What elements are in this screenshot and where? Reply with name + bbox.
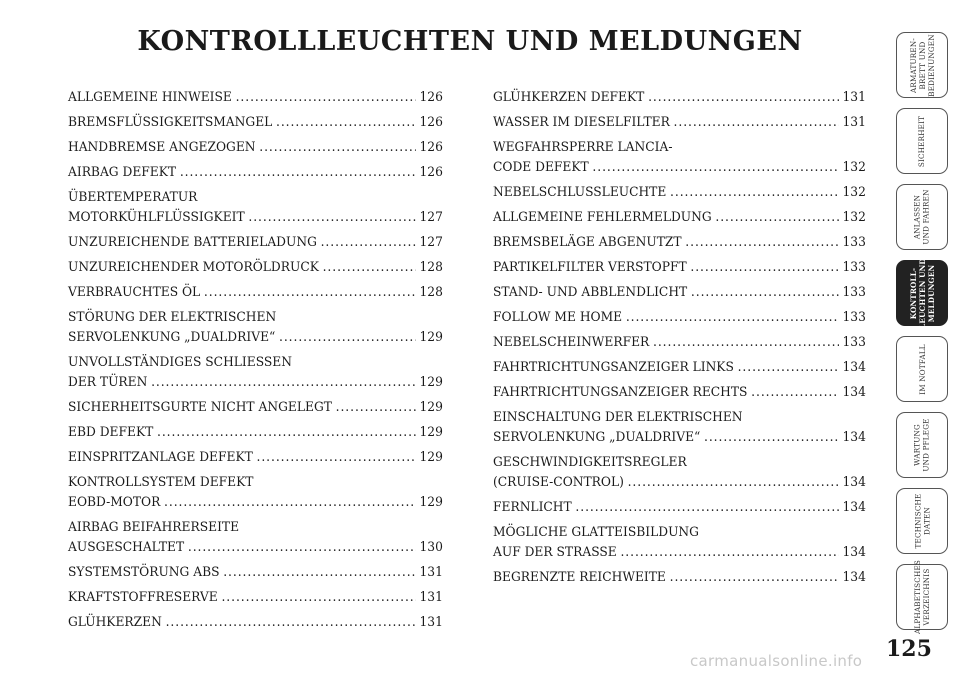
dot-leader (236, 88, 416, 108)
toc-entry[interactable] (493, 183, 866, 203)
section-tab[interactable] (896, 336, 948, 402)
toc-entry[interactable] (68, 113, 443, 133)
toc-entry-text: SICHERHEITSGURTE NICHT ANGELEGT (68, 400, 332, 415)
toc-entry[interactable] (493, 308, 866, 328)
section-tab-label: ARMATUREN- BRETT UND BEDIENUNGEN (908, 33, 936, 97)
toc-entry-text: VERBRAUCHTES ÖL (68, 285, 201, 300)
toc-entry-text: NEBELSCHLUSSLEUCHTE (493, 185, 667, 200)
toc-entry[interactable] (68, 473, 443, 513)
page-number: 125 (886, 636, 932, 662)
toc-entry-page: 132 (842, 185, 866, 200)
toc-entry-page: 126 (419, 165, 443, 180)
toc-entry-text: BEGRENZTE REICHWEITE (493, 570, 666, 585)
toc-entry-text: GLÜHKERZEN (68, 615, 162, 630)
toc-entry-page: 131 (842, 115, 866, 130)
toc-entry[interactable] (68, 88, 443, 108)
toc-entry[interactable] (493, 88, 866, 108)
toc-entry-page: 126 (419, 115, 443, 130)
toc-entry-page: 132 (842, 210, 866, 225)
toc-entry[interactable] (493, 408, 866, 448)
toc-entry[interactable] (68, 258, 443, 278)
toc-entry-text: EOBD-MOTOR (68, 495, 161, 510)
dot-leader (674, 113, 839, 133)
toc-entry[interactable] (68, 398, 443, 418)
toc-entry-page: 131 (419, 565, 443, 580)
toc-entry[interactable] (493, 498, 866, 518)
dot-leader (164, 493, 416, 513)
toc-entry-text: GESCHWINDIGKEITSREGLER (493, 455, 687, 470)
dot-leader (626, 308, 839, 328)
toc-entry-text: BREMSFLÜSSIGKEITSMANGEL (68, 115, 273, 130)
section-tab-label: KONTROLL- LEUCHTEN UND MELDUNGEN (908, 257, 936, 329)
toc-entry-text: WEGFAHRSPERRE LANCIA- (493, 140, 673, 155)
section-tab-label: SICHERHEIT (917, 115, 927, 167)
dot-leader (653, 333, 839, 353)
toc-entry-text: AUF DER STRASSE (493, 545, 617, 560)
toc-entry-page: 129 (419, 375, 443, 390)
toc-entry-page: 131 (842, 90, 866, 105)
section-tab[interactable] (896, 108, 948, 174)
toc-entry-text: SERVOLENKUNG „DUALDRIVE“ (68, 330, 276, 345)
toc-entry-text: STAND- UND ABBLENDLICHT (493, 285, 688, 300)
section-tab-label: ALPHABETISCHES VERZEICHNIS (913, 559, 931, 635)
toc-entry-text: FAHRTRICHTUNGSANZEIGER RECHTS (493, 385, 748, 400)
section-tab-label: WARTUNG UND PFLEGE (913, 418, 932, 472)
dot-leader (715, 208, 838, 228)
toc-entry-page: 127 (419, 210, 443, 225)
toc-entry-page: 128 (419, 260, 443, 275)
toc-entry-text: ÜBERTEMPERATUR (68, 190, 198, 205)
toc-entry-page: 132 (842, 160, 866, 175)
toc-entry-text: AUSGESCHALTET (68, 540, 185, 555)
toc-right-column (493, 88, 866, 593)
dot-leader (592, 158, 838, 178)
page-title: KONTROLLLEUCHTEN UND MELDUNGEN (137, 26, 803, 57)
toc-entry-page: 133 (842, 335, 866, 350)
toc-entry-text: KRAFTSTOFFRESERVE (68, 590, 218, 605)
toc-entry-text: WASSER IM DIESELFILTER (493, 115, 670, 130)
toc-entry[interactable] (493, 208, 866, 228)
toc-entry-text: EBD DEFEKT (68, 425, 154, 440)
toc-entry-text: AIRBAG BEIFAHRERSEITE (68, 520, 240, 535)
toc-entry[interactable] (493, 283, 866, 303)
toc-entry-text: KONTROLLSYSTEM DEFEKT (68, 475, 254, 490)
toc-entry-page: 134 (842, 570, 866, 585)
toc-entry-text: HANDBREMSE ANGEZOGEN (68, 140, 256, 155)
section-tab[interactable] (896, 488, 948, 554)
toc-entry-text: GLÜHKERZEN DEFEKT (493, 90, 645, 105)
toc-entry-text: DER TÜREN (68, 375, 148, 390)
toc-entry-text: UNZUREICHENDE BATTERIELADUNG (68, 235, 317, 250)
dot-leader (575, 498, 838, 518)
toc-entry-page: 134 (842, 385, 866, 400)
dot-leader (648, 88, 839, 108)
toc-entry-text: AIRBAG DEFEKT (68, 165, 177, 180)
toc-entry-text: MÖGLICHE GLATTEISBILDUNG (493, 525, 699, 540)
toc-entry-page: 128 (419, 285, 443, 300)
dot-leader (691, 283, 839, 303)
toc-entry-text: ALLGEMEINE HINWEISE (68, 90, 232, 105)
dot-leader (257, 448, 416, 468)
toc-entry[interactable] (68, 163, 443, 183)
toc-entry-page: 129 (419, 425, 443, 440)
section-tab[interactable] (896, 184, 948, 250)
toc-entry-page: 133 (842, 235, 866, 250)
section-tab-label: IM NOTFALL (917, 343, 927, 395)
toc-entry-page: 129 (419, 450, 443, 465)
dot-leader (157, 423, 416, 443)
dot-leader (690, 258, 838, 278)
dot-leader (223, 563, 416, 583)
dot-leader (276, 113, 416, 133)
toc-entry-page: 127 (419, 235, 443, 250)
dot-leader (188, 538, 416, 558)
toc-entry[interactable] (493, 523, 866, 563)
toc-entry-text: SYSTEMSTÖRUNG ABS (68, 565, 220, 580)
toc-entry-page: 134 (842, 430, 866, 445)
toc-entry-text: ALLGEMEINE FEHLERMELDUNG (493, 210, 712, 225)
dot-leader (738, 358, 839, 378)
dot-leader (204, 283, 416, 303)
toc-entry-page: 133 (842, 285, 866, 300)
section-tab[interactable] (896, 412, 948, 478)
toc-entry-page: 130 (419, 540, 443, 555)
toc-entry-page: 134 (842, 500, 866, 515)
toc-entry[interactable] (493, 138, 866, 178)
toc-entry-page: 134 (842, 360, 866, 375)
dot-leader (151, 373, 416, 393)
toc-entry[interactable] (68, 308, 443, 348)
section-tab-label: TECHNISCHE DATEN (913, 493, 931, 549)
toc-entry-text: PARTIKELFILTER VERSTOPFT (493, 260, 687, 275)
toc-entry-text: NEBELSCHEINWERFER (493, 335, 650, 350)
section-tab[interactable] (896, 257, 948, 329)
toc-entry[interactable] (493, 453, 866, 493)
watermark-text: carmanualsonline.info (690, 652, 863, 670)
toc-entry-page: 129 (419, 400, 443, 415)
toc-entry[interactable] (493, 113, 866, 133)
dot-leader (259, 138, 416, 158)
dot-leader (248, 208, 415, 228)
dot-leader (166, 613, 416, 633)
toc-entry-page: 131 (419, 590, 443, 605)
dot-leader (670, 183, 839, 203)
toc-entry-text: FOLLOW ME HOME (493, 310, 623, 325)
toc-entry-page: 126 (419, 90, 443, 105)
toc-entry[interactable] (68, 283, 443, 303)
dot-leader (751, 383, 839, 403)
toc-entry-text: STÖRUNG DER ELEKTRISCHEN (68, 310, 277, 325)
toc-entry-page: 129 (419, 330, 443, 345)
toc-entry[interactable] (493, 358, 866, 378)
dot-leader (704, 428, 839, 448)
toc-entry-page: 134 (842, 545, 866, 560)
toc-entry[interactable] (493, 383, 866, 403)
toc-entry[interactable] (68, 613, 443, 633)
toc-entry[interactable] (68, 588, 443, 608)
toc-entry[interactable] (68, 423, 443, 443)
toc-entry-text: FERNLICHT (493, 500, 572, 515)
section-tab[interactable] (896, 559, 948, 635)
toc-entry[interactable] (68, 233, 443, 253)
toc-entry-text: SERVOLENKUNG „DUALDRIVE“ (493, 430, 701, 445)
toc-entry[interactable] (493, 568, 866, 588)
toc-entry[interactable] (68, 563, 443, 583)
dot-leader (628, 473, 839, 493)
toc-entry-text: (CRUISE-CONTROL) (493, 475, 624, 490)
dot-leader (221, 588, 415, 608)
toc-left-column (68, 88, 443, 638)
toc-entry-page: 134 (842, 475, 866, 490)
toc-entry-text: EINSPRITZANLAGE DEFEKT (68, 450, 253, 465)
toc-entry[interactable] (68, 518, 443, 558)
dot-leader (321, 233, 416, 253)
section-tab[interactable] (896, 32, 948, 98)
dot-leader (685, 233, 838, 253)
toc-entry[interactable] (68, 353, 443, 393)
toc-entry-page: 131 (419, 615, 443, 630)
toc-entry-text: CODE DEFEKT (493, 160, 589, 175)
toc-entry-page: 129 (419, 495, 443, 510)
toc-entry-text: MOTORKÜHLFLÜSSIGKEIT (68, 210, 245, 225)
toc-entry[interactable] (493, 258, 866, 278)
dot-leader (336, 398, 416, 418)
toc-entry-text: BREMSBELÄGE ABGENUTZT (493, 235, 682, 250)
toc-entry-page: 126 (419, 140, 443, 155)
dot-leader (620, 543, 838, 563)
dot-leader (323, 258, 416, 278)
toc-entry-text: FAHRTRICHTUNGSANZEIGER LINKS (493, 360, 734, 375)
dot-leader (279, 328, 416, 348)
toc-entry-page: 133 (842, 260, 866, 275)
toc-entry-page: 133 (842, 310, 866, 325)
toc-entry[interactable] (493, 233, 866, 253)
toc-entry[interactable] (68, 188, 443, 228)
toc-entry-text: UNZUREICHENDER MOTORÖLDRUCK (68, 260, 319, 275)
toc-entry[interactable] (493, 333, 866, 353)
dot-leader (670, 568, 839, 588)
dot-leader (180, 163, 416, 183)
toc-entry-text: UNVOLLSTÄNDIGES SCHLIESSEN (68, 355, 292, 370)
toc-entry-text: EINSCHALTUNG DER ELEKTRISCHEN (493, 410, 743, 425)
section-tab-label: ANLASSEN UND FAHREN (913, 189, 932, 245)
toc-entry[interactable] (68, 448, 443, 468)
toc-entry[interactable] (68, 138, 443, 158)
